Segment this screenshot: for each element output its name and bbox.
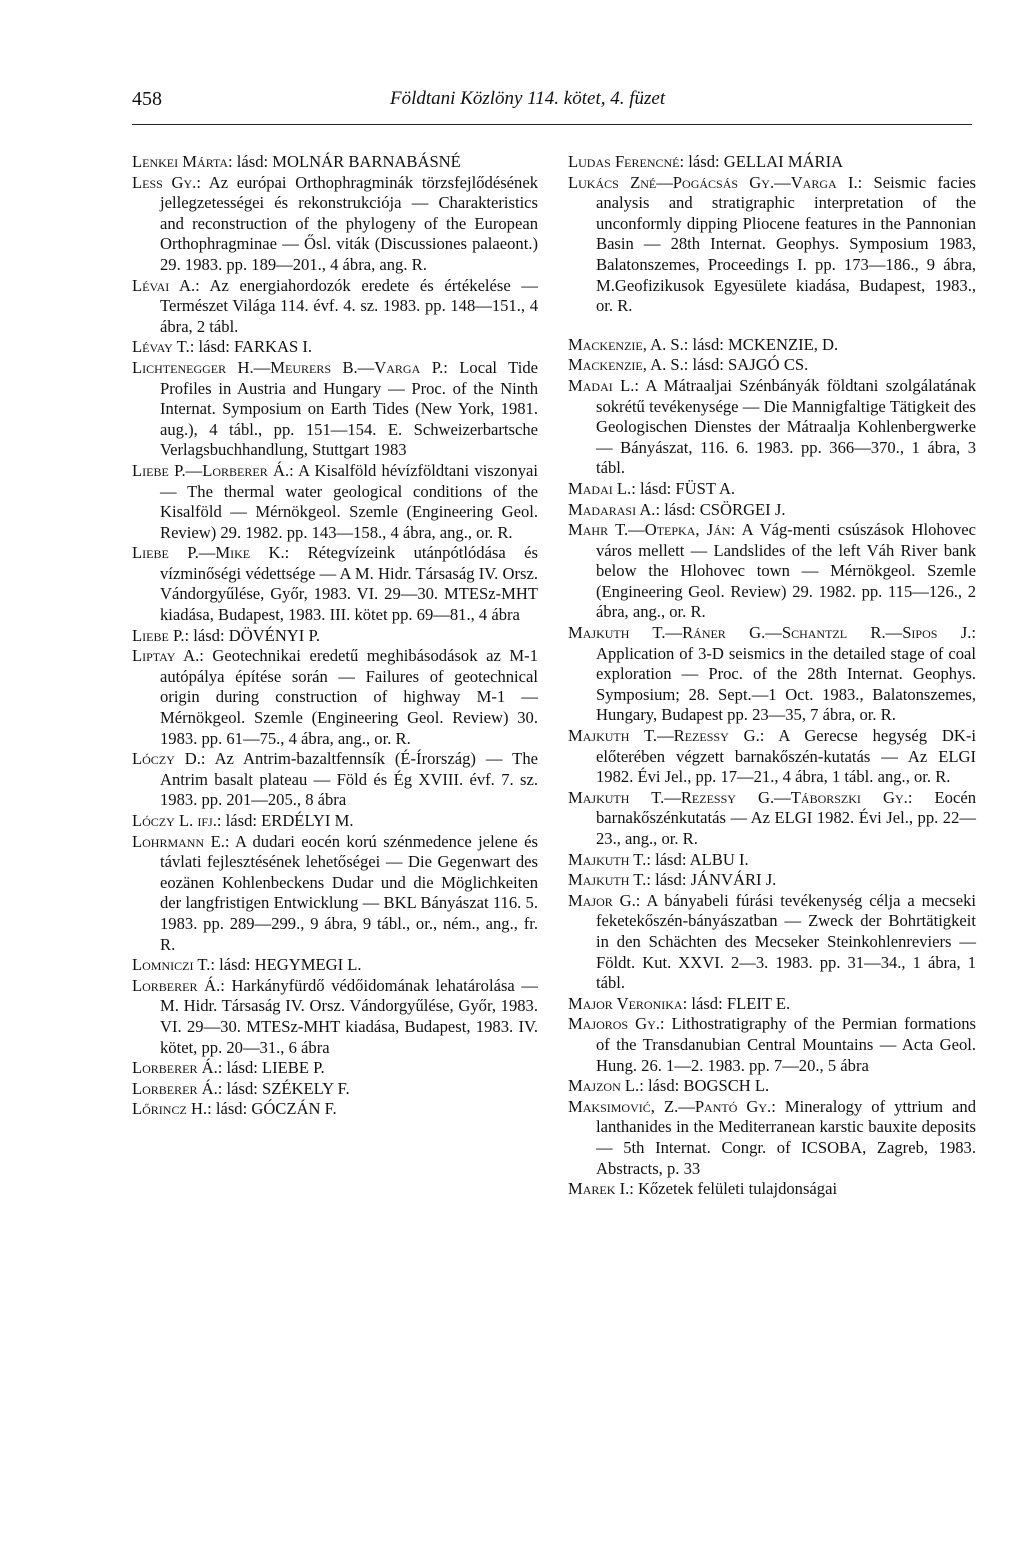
entry-author: Lőrincz H.: [132, 1099, 208, 1119]
entry-text: : Rétegvízeink utánpótlódása és vízminőségi védettsége — A M. Hidr. Társaság IV. Orsz. Vándorgyűlése, Győr, 1983. VI. 29—30. MTESz-MHT kiadása, Budapest, 1983. III. kötet pp. 69—81., 4 ábra: [160, 543, 538, 625]
entry-author: Majzon L.: [568, 1076, 640, 1096]
bibliography-entry: [568, 152, 976, 173]
entry-text: : Harkányfürdő védőidomának lehatárolása — M. Hidr. Társaság IV. Orsz. Vándorgyűlése, Győr, 1983. VI. 29—30. MTESz-MHT kiadása, Budapest, 1983. IV. kötet, pp. 20—31., 6 ábra: [160, 975, 538, 1057]
bibliography-entry: [132, 955, 538, 976]
entry-author: Ludas Ferencné: [568, 152, 680, 171]
entry-text: : A Gerecse hegység DK-i előterében végzett barnakőszén-kutatás — Az ELGI 1982. Évi Jel., pp. 17—21., 4 ábra, 1 tábl. ang., or. R.: [596, 726, 977, 787]
bibliography-entry: [132, 976, 538, 1058]
entry-text: : lásd: JÁNVÁRI J.: [646, 870, 777, 890]
entry-author: Madarasi A.: [568, 499, 656, 519]
bibliography-entry: [568, 479, 976, 500]
entry-author: Lohrmann E.: [132, 831, 225, 851]
entry-text: : Az európai Orthophragminák törzsfejlődésének jellegzetességei és rekonstrukciója — Charakteristics and reconstruction of the phylogeny of the European Orthophragminae — Ősl. viták (Discussiones palaeont.) 29. 1983. pp. 189—201., 4 ábra, ang. R.: [160, 172, 538, 274]
entry-author: Lóczy L. ifj.: [132, 811, 217, 830]
bibliography-entry: [568, 726, 976, 788]
bibliography-entry: [568, 335, 976, 356]
entry-text: : Eocén barnakőszénkutatás — Az ELGI 1982. Évi Jel., pp. 22—23., ang., or. R.: [596, 787, 976, 848]
journal-title: Földtani Közlöny 114. kötet, 4. füzet: [390, 88, 666, 109]
entry-text: : Seismic facies analysis and stratigraphic interpretation of the unconformly dipping Pliocene features in the Pannonian Basin — 28th Internat. Geophys. Symposium 1983, Balatonszemes, Proceedings I. pp. 173—186., 9 ábra, M.Geofizikusok Egyesülete kiadása, Budapest, 1983., or. R.: [596, 172, 977, 316]
entry-text: : Az Antrim-bazaltfennsík (É-Írország) — The Antrim basalt plateau — Föld és Ég XVIII. évf. 7. sz. 1983. pp. 201—205., 8 ábra: [160, 749, 538, 810]
entry-text: : Geotechnikai eredetű meghibásodások az M-1 autópálya építése során — Failures of geotechnical origin during construction of highway M-1 — Mérnökgeol. Szemle (Engineering Geol. Review) 30. 1983. pp. 61—75., 4 ábra, ang., or. R.: [160, 646, 538, 748]
entry-author: Lichtenegger H.—Meurers B.—Varga P.: [132, 357, 444, 377]
entry-author: Liebe P.: [132, 625, 185, 645]
entry-author: Liebe P.—Mike K.: [132, 543, 285, 563]
entry-author: Liptay A.: [132, 646, 200, 666]
entry-text: : Lithostratigraphy of the Permian formations of the Transdanubian Central Mountains — Acta Geol. Hung. 26. 1—2. 1983. pp. 7—20., 5 ábra: [596, 1014, 976, 1075]
entry-author: Major Veronika: [568, 993, 683, 1013]
entry-text: : lásd: GELLAI MÁRIA: [679, 152, 844, 171]
entry-text: : lásd: GÓCZÁN F.: [207, 1099, 337, 1119]
entry-text: : lásd: BOGSCH L.: [639, 1076, 770, 1096]
entry-author: Majkuth T.—Rezessy G.—Táborszki Gy.: [568, 787, 908, 807]
entry-author: Lorberer Á.: [132, 1058, 218, 1078]
bibliography-entry: [568, 1076, 976, 1097]
entry-author: Marek I.: [568, 1179, 630, 1199]
entry-text: : lásd: LIEBE P.: [217, 1058, 325, 1078]
entry-text: : lásd: CSÖRGEI J.: [655, 499, 786, 519]
entry-author: Maksimović, Z.—Pantó Gy.: [568, 1096, 772, 1116]
entry-author: Lorberer Á.: [132, 975, 221, 995]
entry-author: Lorberer Á.: [132, 1078, 218, 1098]
bibliography-entry: [132, 276, 538, 338]
bibliography-entry: [132, 811, 538, 832]
entry-text: : lásd: DÖVÉNYI P.: [184, 625, 320, 645]
entry-author: Majkuth T.—Rezessy G.: [568, 726, 760, 746]
bibliography-entry: [132, 152, 538, 173]
entry-text: : lásd: MOLNÁR BARNABÁSNÉ: [228, 152, 461, 171]
entry-text: : A Mátraaljai Szénbányák földtani szolgálatának sokrétű tevékenysége — Die Mannigfaltige Tätigkeit des Geologischen Dienstes der Mátraalja Kohlenbergwerke — Bányászat, 116. 6. 1983. pp. 366—370., 1 ábra, 3 tábl.: [596, 375, 976, 478]
bibliography-entry: [132, 358, 538, 461]
entry-author: Lukács Zné—Pogácsás Gy.—Varga I.: [568, 172, 858, 192]
entry-author: Lóczy D.: [132, 749, 201, 769]
bibliography-entry: [568, 788, 976, 850]
entry-author: Majkuth T.—Ráner G.—Schantzl R.—Sipos J.: [568, 623, 972, 643]
bibliography-entry: [132, 646, 538, 749]
entry-text: : lásd: MCKENZIE, D.: [683, 334, 839, 354]
entry-text: : Kőzetek felületi tulajdonságai: [629, 1179, 838, 1199]
entry-text: : lásd: FARKAS I.: [189, 337, 313, 357]
bibliography-entry: [568, 1014, 976, 1076]
entry-author: Madai L.: [568, 478, 632, 498]
bibliography-entry: [568, 173, 976, 317]
entry-text: : lásd: ALBU I.: [646, 849, 749, 869]
entry-author: Mackenzie, A. S.: [568, 355, 684, 375]
entry-text: : Application of 3-D seismics in the detailed stage of coal exploration — Proc. of the 28th Internat. Geophys. Symposium; 28. Sept.—1 Oct. 1983., Balatonszemes, Hungary, Budapest pp. 23—35, 7 ábra, or. R.: [596, 623, 976, 725]
entry-text: : A dudari eocén korú szénmedence jelene és távlati fejlesztésének lehetőségei — Die Gegenwart des eozänen Kohlenbeckens Dudar und die Möglichkeiten der langfristigen Entwicklung — BKL Bányászat 116. 5. 1983. pp. 289—299., 9 ábra, 9 tábl., or., ném., ang., fr. R.: [160, 831, 538, 954]
entry-text: : Az energiahordozók eredete és értékelése — Természet Világa 114. évf. 4. sz. 1983. pp. 148—151., 4 ábra, 2 tábl.: [160, 275, 538, 336]
entry-author: Liebe P.—Lorberer Á.: [132, 460, 290, 480]
entry-text: : lásd: FLEIT E.: [682, 993, 791, 1013]
bibliography-entry: [568, 994, 976, 1015]
entry-text: : lásd: FÜST A.: [631, 478, 736, 498]
bibliography-entry: [568, 870, 976, 891]
entry-text: : lásd: ERDÉLYI M.: [216, 811, 354, 830]
entry-author: Lenkei Márta: [132, 152, 229, 171]
entry-author: Less Gy.: [132, 172, 197, 192]
bibliography-entry: [568, 520, 976, 623]
bibliography-entry: [132, 1058, 538, 1079]
entry-author: Majkuth T.: [568, 870, 647, 890]
bibliography-entry: [568, 376, 976, 479]
entry-text: : lásd: HEGYMEGI L.: [210, 955, 362, 975]
entry-author: Major G.: [568, 890, 636, 910]
entry-author: Lévai A.: [132, 275, 196, 295]
bibliography-entry: [132, 832, 538, 956]
entry-author: Mackenzie, A. S.: [568, 334, 684, 354]
entry-text: : A Kisalföld hévízföldtani viszonyai — The thermal water geological conditions of the Kisalföld — Mérnökgeol. Szemle (Engineering Geol. Review) 29. 1982. pp. 143—158., 4 ábra, ang., or. R.: [160, 460, 538, 542]
entry-text: : Local Tide Profiles in Austria and Hungary — Proc. of the Ninth Internat. Symposium on Earth Tides (New York, 1981. aug.), 4 tábl., pp. 151—154. E. Schweizerbartsche Verlagsbuchhandlung, Stuttgart 1983: [160, 357, 538, 460]
entry-author: Majoros Gy.: [568, 1014, 660, 1034]
bibliography-entry: [132, 461, 538, 543]
right-column: [568, 152, 976, 1200]
bibliography-entry: [568, 1097, 976, 1179]
bibliography-entry: [132, 173, 538, 276]
entry-author: Lomniczi T.: [132, 955, 211, 975]
entry-text: : Mineralogy of yttrium and lanthanides in the Mediterranean karstic bauxite deposits — 5th Internat. Congr. of ICSOBA, Zagreb, 1983. Abstracts, p. 33: [596, 1096, 976, 1178]
bibliography-entry: [568, 623, 976, 726]
entry-text: : lásd: SZÉKELY F.: [217, 1078, 350, 1098]
entry-text: : A bányabeli fúrási tevékenység célja a mecseki feketekőszén-bányászatban — Zweck der Bohrtätigkeit in den Schächten des Mecseker Steinkohlenreviers — Földt. Kut. XXVI. 2—3. 1983. pp. 31—34., 1 ábra, 1 tábl.: [596, 890, 976, 993]
entry-text: : A Vág-menti csúszások Hlohovec város mellett — Landslides of the left Váh River bank below the Hlohovec town — Mérnökgeol. Szemle (Engineering Geol. Review) 29. 1982. pp. 115—126., 2 ábra, ang., or. R.: [596, 520, 977, 622]
bibliography-entry: [132, 1099, 538, 1120]
bibliography-entry: [568, 500, 976, 521]
bibliography-entry: [132, 749, 538, 811]
bibliography-entry: [132, 1079, 538, 1100]
entry-author: Majkuth T.: [568, 849, 647, 869]
entry-author: Lévay T.: [132, 337, 190, 357]
bibliography-entry: [568, 850, 976, 871]
entry-text: : lásd: SAJGÓ CS.: [683, 355, 809, 375]
left-column: [132, 152, 538, 1120]
bibliography-entry: [568, 355, 976, 376]
bibliography-entry: [132, 543, 538, 625]
bibliography-entry: [568, 891, 976, 994]
page-header: [132, 88, 972, 128]
bibliography-entry: [132, 337, 538, 358]
entry-author: Mahr T.—Otepka, Ján: [568, 520, 731, 540]
bibliography-entry: [568, 1179, 976, 1200]
entry-author: Madai L.: [568, 375, 635, 395]
page-number: 458: [132, 88, 162, 110]
bibliography-entry: [132, 626, 538, 647]
header-rule: [132, 124, 972, 125]
entry-gap: [568, 317, 976, 335]
